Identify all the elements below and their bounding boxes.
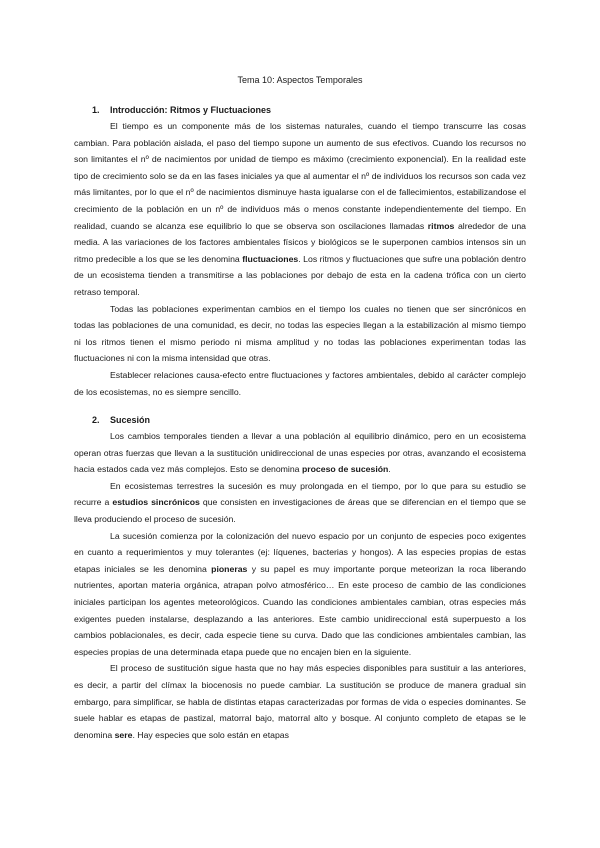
bold-term: estudios sincrónicos — [112, 497, 200, 508]
bold-term: fluctuaciones — [242, 253, 299, 264]
paragraph — [74, 367, 526, 400]
text-run: El tiempo es un componente más de los sistemas naturales, cuando el tiempo transcurre las cosas cambian. Para población aislada, el paso del tiempo supone un aumento de sus efectivos. Cuando los recursos no son limitantes el nº de nacimientos por unidad de tiempo es máximo (crecimiento exponencial). En la realidad este tipo de crecimiento solo se da en las fases iniciales ya que al aumentar el nº de individuos los recursos son cada vez más limitantes, por lo que el nº de nacimientos disminuye hasta igualarse con el de fallecimientos, estabilizandose el crecimiento de la población en un nº de individuos más o menos constante independientemente del tiempo. En realidad, cuando se alcanza ese equilibrio lo que se observa son oscilaciones llamadas — [74, 121, 526, 231]
section-number: 2. — [92, 415, 100, 425]
text-run: alrededor de una media. A las variaciones de los factores ambientales físicos y biológicos se le superponen cambios intensos sin un ritmo predecible a los que se les denomina — [74, 220, 526, 264]
bold-term: sere — [114, 729, 133, 740]
text-run: La sucesión comienza por la colonización del nuevo espacio por un conjunto de especies poco exigentes en cuanto a requerimientos y muy tolerantes (ej: líquenes, bacterias y hongos). A las especies propias de estas etapas iniciales se les denomina — [74, 530, 526, 574]
text-run: . Los ritmos y fluctuaciones que sufre una población dentro de un ecosistema tienden a transmitirse a las poblaciones por debajo de esta en la cadena trófica con un cierto retraso temporal. — [74, 253, 526, 297]
bold-term: ritmos — [427, 220, 455, 231]
text-run: En ecosistemas terrestres la sucesión es muy prolongada en el tiempo, por lo que para su estudio se recurre a — [74, 480, 526, 508]
text-run: y su papel es muy importante porque meteorizan la roca liberando nutrientes, aportan materia orgánica, atrapan polvo atmosférico… En este proceso de cambio de las condiciones iniciales participan los agentes meteorológicos. Cuando las condiciones ambientales cambian, otras especies más exigentes pueden instalarse, desplazando a las anteriores. Este cambio unidireccional está superpuesto a los cambios poblacionales, es decir, cada especie tiene su curva. Dado que las condiciones ambientales cambian, las especies propias de una determinada etapa puede que no encajen bien en la siguiente. — [74, 563, 527, 657]
section-title: Sucesión — [110, 415, 151, 425]
section-title: Introducción: Ritmos y Fluctuaciones — [110, 105, 272, 115]
paragraph — [74, 478, 526, 528]
paragraph — [74, 301, 526, 367]
bold-term: pioneras — [211, 563, 248, 574]
text-run: . — [388, 464, 391, 475]
text-run: Establecer relaciones causa-efecto entre fluctuaciones y factores ambientales, debido al carácter complejo de los ecosistemas, no es siempre sencillo. — [74, 369, 526, 397]
bold-term: proceso de sucesión — [301, 464, 389, 475]
text-run: Los cambios temporales tienden a llevar a una población al equilibrio dinámico, pero en un ecosistema operan otras fuerzas que llevan a la sustitución unidireccional de unas especies por otras, avanzando el ecosistema hacia estados cada vez más complejos. Esto se denomina — [74, 431, 526, 475]
section-body-1 — [74, 118, 526, 400]
paragraph — [74, 118, 526, 301]
paragraph — [74, 660, 526, 743]
section-number: 1. — [92, 105, 100, 115]
paragraph — [74, 528, 526, 661]
text-run: Todas las poblaciones experimentan cambios en el tiempo los cuales no tienen que ser sincrónicos en todas las poblaciones de una comunidad, es decir, no todas las especies llegan a la estabilización al mismo tiempo ni los ritmos tienen el mismo periodo ni misma amplitud y no todas las poblaciones experimentan todas las fluctuaciones ni con la misma intensidad que otras. — [74, 303, 526, 364]
section-body-2 — [74, 428, 526, 743]
text-run: El proceso de sustitución sigue hasta que no hay más especies disponibles para sustituir a las anteriores, es decir, a partir del clímax la biocenosis no puede cambiar. La sustitución se produce de manera gradual sin embargo, para simplificar, se habla de distintas etapas caracterizadas por formas de vida o especies dominantes. Se suele hablar es etapas de pastizal, matorral bajo, matorral alto y bosque. Al conjunto completo de etapas se le denomina — [74, 663, 526, 740]
text-run: . Hay especies que solo están en etapas — [132, 729, 289, 740]
section-heading-1 — [92, 102, 271, 119]
section-heading-2 — [92, 412, 150, 429]
document-title: Tema 10: Aspectos Temporales — [237, 75, 363, 85]
text-run: que consisten en investigaciones de áreas que se diferencian en el tiempo que se lleva produciendo el proceso de sucesión. — [74, 497, 526, 524]
paragraph — [74, 428, 526, 478]
